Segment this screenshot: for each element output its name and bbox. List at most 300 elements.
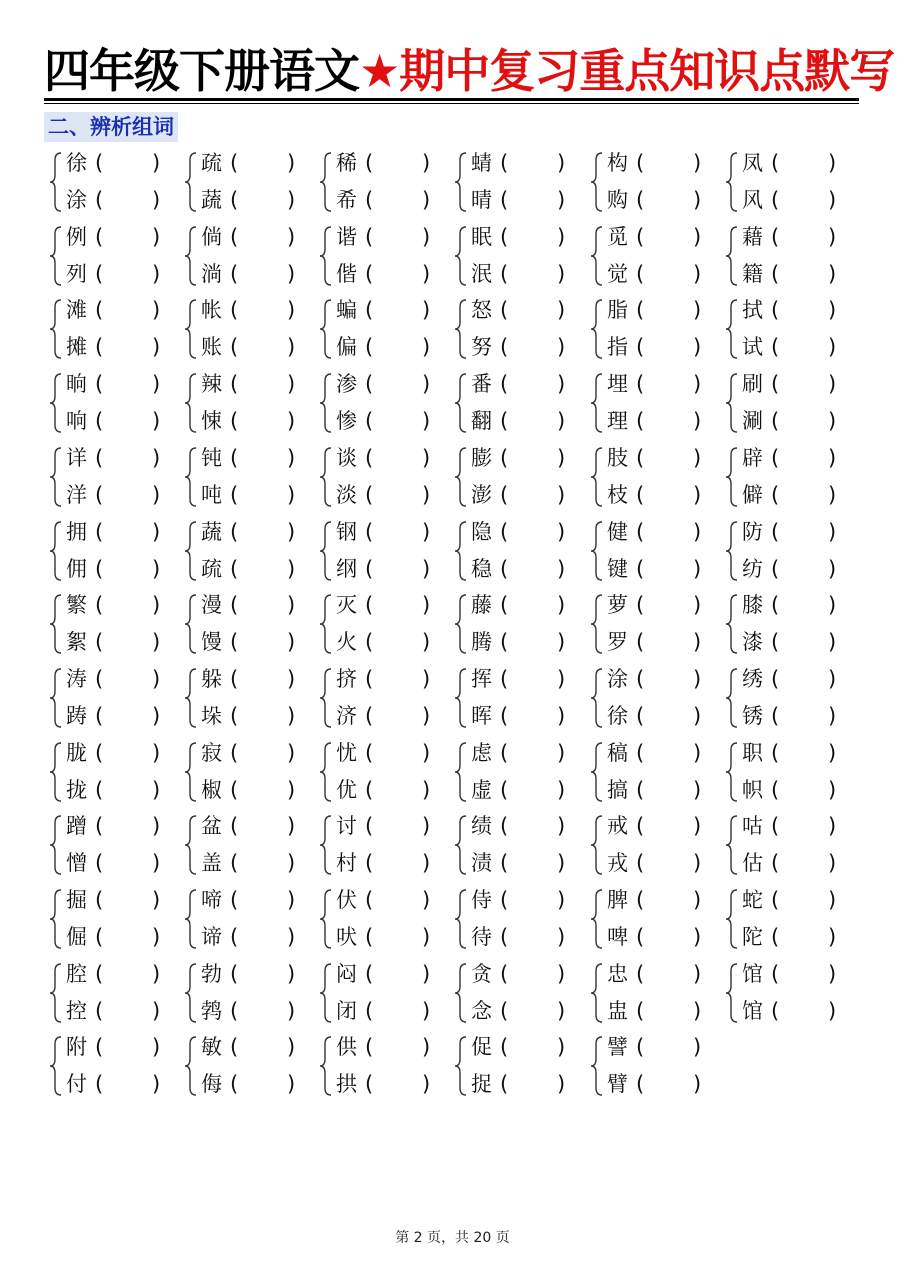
close-paren: )	[557, 298, 566, 323]
close-paren: )	[693, 740, 702, 765]
word-entry	[201, 919, 307, 956]
character: 优	[336, 777, 357, 802]
word-pair	[453, 587, 577, 661]
word-entry	[607, 1029, 713, 1066]
word-pair	[453, 514, 577, 588]
open-paren: (	[500, 740, 509, 765]
word-pair	[589, 219, 713, 293]
brace-icon	[724, 741, 740, 803]
word-entry	[742, 698, 848, 735]
close-paren: )	[422, 298, 431, 323]
close-paren: )	[152, 630, 161, 655]
character: 贪	[471, 961, 492, 986]
character: 絮	[66, 630, 87, 655]
brace-icon	[48, 667, 64, 729]
open-paren: (	[365, 666, 374, 691]
word-pair	[48, 735, 172, 809]
close-paren: )	[557, 630, 566, 655]
close-paren: )	[287, 630, 296, 655]
close-paren: )	[152, 998, 161, 1023]
word-pair	[589, 882, 713, 956]
word-pair	[589, 735, 713, 809]
word-pair	[589, 661, 713, 735]
brace-icon	[453, 667, 469, 729]
open-paren: (	[771, 298, 780, 323]
word-pair	[453, 219, 577, 293]
brace-icon	[48, 520, 64, 582]
word-entry	[471, 845, 577, 882]
open-paren: (	[230, 482, 239, 507]
word-entry	[66, 514, 172, 551]
open-paren: (	[95, 445, 104, 470]
close-paren: )	[152, 372, 161, 397]
character: 脂	[607, 298, 628, 323]
character: 枝	[607, 482, 628, 507]
word-entry	[66, 366, 172, 403]
character: 蹭	[66, 814, 87, 839]
word-entry	[742, 403, 848, 440]
word-entry	[201, 329, 307, 366]
character: 列	[66, 261, 87, 286]
open-paren: (	[365, 777, 374, 802]
character: 钢	[336, 519, 357, 544]
open-paren: (	[230, 925, 239, 949]
word-entry	[66, 661, 172, 698]
brace-icon	[589, 814, 605, 876]
character: 埋	[607, 372, 628, 397]
word-pair	[453, 882, 577, 956]
word-entry	[336, 808, 442, 845]
word-pair	[48, 219, 172, 293]
close-paren: )	[287, 335, 296, 360]
close-paren: )	[693, 519, 702, 544]
character: 寂	[201, 740, 222, 765]
word-entry	[66, 919, 172, 956]
open-paren: (	[365, 961, 374, 986]
brace-icon	[453, 1035, 469, 1097]
close-paren: )	[152, 335, 161, 360]
close-paren: )	[287, 445, 296, 470]
open-paren: (	[365, 851, 374, 876]
character: 吨	[201, 482, 222, 507]
character: 啤	[607, 925, 628, 949]
close-paren: )	[828, 925, 837, 949]
character: 渗	[336, 372, 357, 397]
word-entry	[66, 551, 172, 588]
brace-icon	[183, 814, 199, 876]
open-paren: (	[636, 814, 645, 839]
close-paren: )	[152, 666, 161, 691]
word-entry	[336, 329, 442, 366]
close-paren: )	[287, 666, 296, 691]
close-paren: )	[422, 630, 431, 655]
close-paren: )	[828, 151, 837, 175]
close-paren: )	[693, 298, 702, 323]
word-pair	[318, 440, 442, 514]
open-paren: (	[365, 409, 374, 434]
word-entry	[66, 624, 172, 661]
character: 估	[742, 851, 763, 876]
brace-icon	[724, 298, 740, 360]
open-paren: (	[771, 372, 780, 397]
open-paren: (	[636, 666, 645, 691]
open-paren: (	[365, 1072, 374, 1097]
close-paren: )	[422, 445, 431, 470]
close-paren: )	[287, 1035, 296, 1060]
open-paren: (	[230, 372, 239, 397]
word-pair	[183, 292, 307, 366]
character: 晖	[471, 703, 492, 728]
character: 僻	[742, 482, 763, 507]
word-entry	[201, 1066, 307, 1103]
open-paren: (	[230, 445, 239, 470]
brace-icon	[318, 225, 334, 287]
open-paren: (	[771, 188, 780, 212]
word-entry	[471, 551, 577, 588]
brace-icon	[724, 372, 740, 434]
open-paren: (	[500, 519, 509, 544]
word-entry	[471, 624, 577, 661]
close-paren: )	[152, 1035, 161, 1060]
open-paren: (	[230, 998, 239, 1023]
character: 漆	[742, 630, 763, 655]
character: 憎	[66, 851, 87, 876]
word-pair	[453, 661, 577, 735]
title-highlight: 期中复习重点知识点默写	[399, 44, 895, 98]
brace-icon	[318, 962, 334, 1024]
word-entry	[66, 1029, 172, 1066]
word-entry	[201, 182, 307, 219]
word-pair	[48, 514, 172, 588]
word-entry	[607, 993, 713, 1030]
character: 番	[471, 372, 492, 397]
character: 倘	[201, 224, 222, 249]
close-paren: )	[828, 777, 837, 802]
brace-icon	[589, 520, 605, 582]
open-paren: (	[365, 998, 374, 1023]
open-paren: (	[636, 372, 645, 397]
close-paren: )	[287, 998, 296, 1023]
brace-icon	[48, 888, 64, 950]
open-paren: (	[636, 851, 645, 876]
brace-icon	[183, 298, 199, 360]
word-pair	[183, 1029, 307, 1103]
open-paren: (	[95, 188, 104, 212]
character: 拭	[742, 298, 763, 323]
brace-icon	[453, 593, 469, 655]
open-paren: (	[95, 1035, 104, 1060]
word-entry	[66, 956, 172, 993]
brace-icon	[724, 962, 740, 1024]
character: 漫	[201, 593, 222, 618]
character: 躲	[201, 666, 222, 691]
brace-icon	[48, 151, 64, 213]
open-paren: (	[636, 1072, 645, 1097]
open-paren: (	[230, 593, 239, 618]
open-paren: (	[95, 151, 104, 175]
character: 淡	[336, 482, 357, 507]
open-paren: (	[500, 372, 509, 397]
close-paren: )	[152, 740, 161, 765]
word-entry	[607, 919, 713, 956]
word-pair	[589, 956, 713, 1030]
close-paren: )	[557, 1072, 566, 1097]
title-main: 四年级下册语文	[44, 44, 359, 98]
word-entry	[471, 329, 577, 366]
word-entry	[471, 366, 577, 403]
brace-icon	[453, 962, 469, 1024]
word-entry	[607, 440, 713, 477]
word-entry	[742, 587, 848, 624]
word-pair	[724, 366, 848, 440]
character: 谐	[336, 224, 357, 249]
open-paren: (	[636, 777, 645, 802]
close-paren: )	[152, 814, 161, 839]
word-pair	[589, 514, 713, 588]
open-paren: (	[365, 482, 374, 507]
character: 购	[607, 188, 628, 212]
close-paren: )	[557, 593, 566, 618]
open-paren: (	[230, 777, 239, 802]
close-paren: )	[828, 445, 837, 470]
close-paren: )	[152, 445, 161, 470]
word-pair	[589, 1029, 713, 1103]
close-paren: )	[828, 261, 837, 286]
character: 钝	[201, 445, 222, 470]
brace-icon	[48, 962, 64, 1024]
brace-icon	[724, 520, 740, 582]
open-paren: (	[230, 151, 239, 175]
word-pair	[724, 956, 848, 1030]
open-paren: (	[230, 888, 239, 912]
brace-icon	[589, 372, 605, 434]
word-entry	[66, 256, 172, 293]
word-entry	[471, 735, 577, 772]
close-paren: )	[152, 925, 161, 949]
character: 详	[66, 445, 87, 470]
word-pair	[589, 440, 713, 514]
word-pair	[48, 292, 172, 366]
character: 晴	[471, 188, 492, 212]
word-pair	[453, 1029, 577, 1103]
word-pair	[318, 735, 442, 809]
brace-icon	[183, 1035, 199, 1097]
open-paren: (	[636, 335, 645, 360]
star-icon: ★	[359, 44, 400, 98]
open-paren: (	[771, 666, 780, 691]
open-paren: (	[500, 888, 509, 912]
word-pair	[48, 661, 172, 735]
open-paren: (	[230, 224, 239, 249]
open-paren: (	[771, 630, 780, 655]
word-entry	[336, 514, 442, 551]
character: 讨	[336, 814, 357, 839]
character: 蜻	[471, 151, 492, 175]
word-entry	[66, 587, 172, 624]
character: 晌	[66, 372, 87, 397]
brace-icon	[589, 741, 605, 803]
close-paren: )	[828, 556, 837, 581]
close-paren: )	[693, 1072, 702, 1097]
brace-icon	[183, 888, 199, 950]
word-entry	[201, 514, 307, 551]
word-pair	[589, 145, 713, 219]
character: 试	[742, 335, 763, 360]
word-pair	[453, 145, 577, 219]
open-paren: (	[95, 703, 104, 728]
character: 挥	[471, 666, 492, 691]
character: 努	[471, 335, 492, 360]
open-paren: (	[500, 224, 509, 249]
character: 渍	[471, 851, 492, 876]
close-paren: )	[422, 372, 431, 397]
open-paren: (	[636, 556, 645, 581]
word-entry	[471, 882, 577, 919]
close-paren: )	[557, 261, 566, 286]
character: 觅	[607, 224, 628, 249]
open-paren: (	[636, 482, 645, 507]
open-paren: (	[500, 261, 509, 286]
close-paren: )	[422, 593, 431, 618]
open-paren: (	[95, 851, 104, 876]
word-entry	[471, 403, 577, 440]
open-paren: (	[95, 409, 104, 434]
brace-icon	[318, 667, 334, 729]
close-paren: )	[422, 961, 431, 986]
word-entry	[742, 772, 848, 809]
character: 馆	[742, 961, 763, 986]
close-paren: )	[557, 188, 566, 212]
character: 澎	[471, 482, 492, 507]
close-paren: )	[422, 224, 431, 249]
close-paren: )	[557, 703, 566, 728]
close-paren: )	[152, 888, 161, 912]
character: 盅	[607, 998, 628, 1023]
open-paren: (	[500, 409, 509, 434]
close-paren: )	[557, 777, 566, 802]
word-pair	[48, 440, 172, 514]
close-paren: )	[828, 666, 837, 691]
close-paren: )	[557, 851, 566, 876]
brace-icon	[724, 151, 740, 213]
close-paren: )	[422, 740, 431, 765]
open-paren: (	[95, 224, 104, 249]
close-paren: )	[152, 188, 161, 212]
character: 觉	[607, 261, 628, 286]
brace-icon	[589, 593, 605, 655]
open-paren: (	[500, 1035, 509, 1060]
character: 垛	[201, 703, 222, 728]
close-paren: )	[422, 556, 431, 581]
word-entry	[336, 477, 442, 514]
word-entry	[742, 256, 848, 293]
section-heading: 二、辨析组词	[44, 112, 178, 142]
close-paren: )	[828, 298, 837, 323]
word-pair	[48, 1029, 172, 1103]
brace-icon	[48, 372, 64, 434]
close-paren: )	[828, 224, 837, 249]
brace-icon	[318, 298, 334, 360]
close-paren: )	[828, 814, 837, 839]
word-entry	[201, 587, 307, 624]
word-entry	[607, 772, 713, 809]
word-entry	[471, 661, 577, 698]
character: 悚	[201, 409, 222, 434]
brace-icon	[724, 593, 740, 655]
word-entry	[336, 145, 442, 182]
open-paren: (	[771, 740, 780, 765]
open-paren: (	[365, 740, 374, 765]
open-paren: (	[500, 925, 509, 949]
character: 涛	[66, 666, 87, 691]
word-entry	[336, 403, 442, 440]
word-entry	[607, 219, 713, 256]
character: 响	[66, 409, 87, 434]
character: 稳	[471, 556, 492, 581]
word-entry	[336, 772, 442, 809]
close-paren: )	[422, 151, 431, 175]
open-paren: (	[365, 593, 374, 618]
character: 徐	[66, 151, 87, 175]
brace-icon	[48, 741, 64, 803]
open-paren: (	[500, 961, 509, 986]
character: 火	[336, 630, 357, 655]
close-paren: )	[693, 888, 702, 912]
word-pair	[318, 366, 442, 440]
word-entry	[742, 808, 848, 845]
character: 绩	[471, 814, 492, 839]
character: 村	[336, 851, 357, 876]
close-paren: )	[828, 851, 837, 876]
word-pair	[318, 219, 442, 293]
brace-icon	[48, 1035, 64, 1097]
close-paren: )	[557, 556, 566, 581]
character: 构	[607, 151, 628, 175]
brace-icon	[724, 888, 740, 950]
character: 籍	[742, 261, 763, 286]
brace-icon	[48, 225, 64, 287]
close-paren: )	[557, 372, 566, 397]
word-entry	[742, 993, 848, 1030]
word-pair	[183, 145, 307, 219]
word-entry	[66, 440, 172, 477]
word-pair	[183, 514, 307, 588]
character: 胧	[66, 740, 87, 765]
word-entry	[471, 477, 577, 514]
open-paren: (	[95, 482, 104, 507]
character: 藉	[742, 224, 763, 249]
close-paren: )	[152, 224, 161, 249]
word-entry	[336, 661, 442, 698]
open-paren: (	[365, 188, 374, 212]
close-paren: )	[557, 409, 566, 434]
close-paren: )	[422, 409, 431, 434]
brace-icon	[453, 741, 469, 803]
close-paren: )	[693, 445, 702, 470]
word-entry	[471, 993, 577, 1030]
close-paren: )	[287, 519, 296, 544]
character: 职	[742, 740, 763, 765]
open-paren: (	[95, 1072, 104, 1097]
brace-icon	[318, 372, 334, 434]
character: 帜	[742, 777, 763, 802]
word-entry	[336, 256, 442, 293]
word-entry	[66, 219, 172, 256]
close-paren: )	[152, 961, 161, 986]
open-paren: (	[95, 261, 104, 286]
word-entry	[742, 477, 848, 514]
brace-icon	[48, 298, 64, 360]
